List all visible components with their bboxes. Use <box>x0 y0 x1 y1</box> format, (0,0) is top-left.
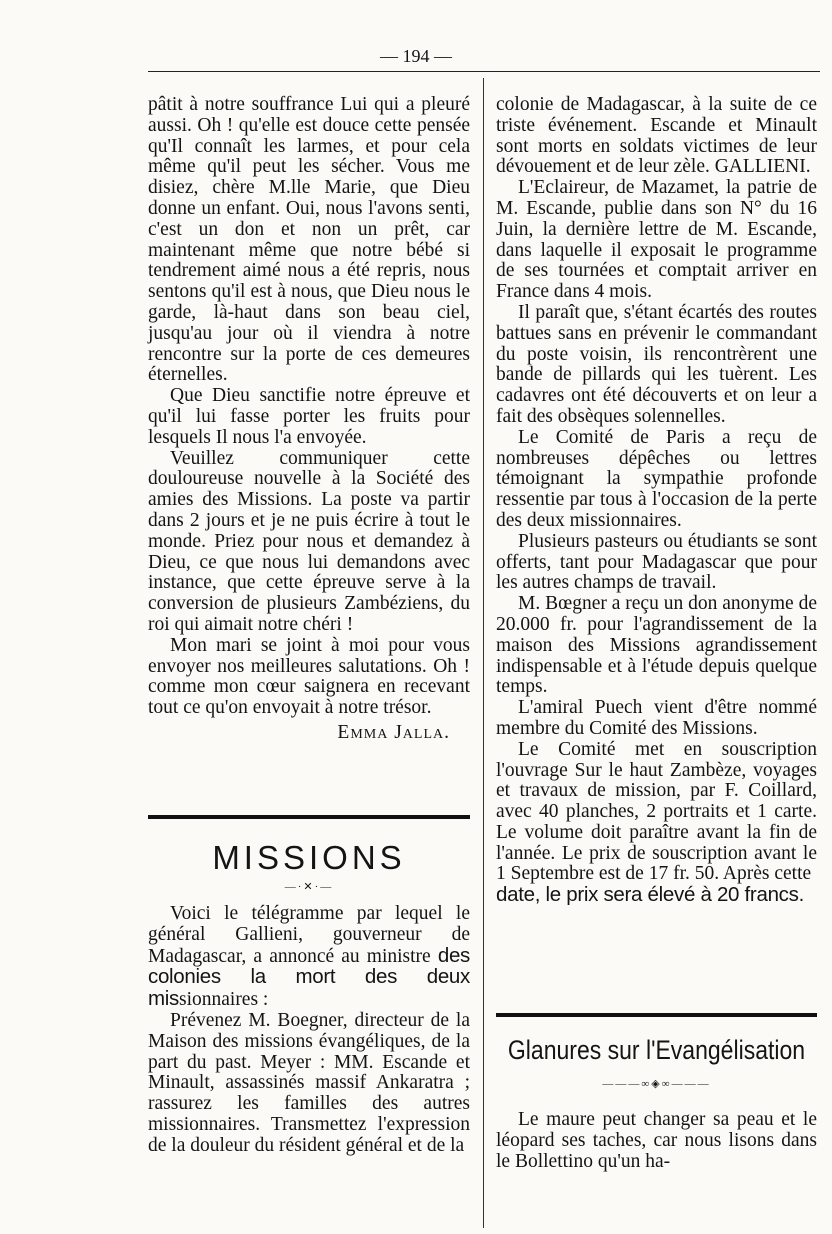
column-divider <box>483 78 484 1228</box>
section-rule <box>496 1013 817 1017</box>
letter-paragraph: Que Dieu sanctifie notre épreuve et qu'il lui fasse porter les fruits pour lesquels Il nous l'a envoyée. <box>148 385 470 448</box>
news-paragraph: colonie de Madagascar, à la suite de ce triste événement. Escande et Minault sont morts en soldats victimes de leur dévouement et de leur zèle. GALLIENI. <box>496 94 817 178</box>
news-paragraph: M. Bœgner a reçu un don anonyme de 20.000 fr. pour l'agrandissement de la maison des Missions agrandissement indispensable et à l'étude depuis quelque temps. <box>496 593 817 698</box>
letter-paragraph: Veuillez communiquer cette douloureuse nouvelle à la Société des amies des Missions. La poste va partir dans 2 jours et je ne puis écrire à tout le monde. Priez pour nous et demandez à Dieu, ce que nous lui demandons avec instance, que cette épreuve serve à la conversion de plusieurs Zambéziens, du roi qui aimait notre chéri ! <box>148 447 470 635</box>
news-paragraph: L'amiral Puech vient d'être nommé membre du Comité des Missions. <box>496 697 817 739</box>
top-rule <box>148 71 820 72</box>
signature: Emma Jalla. <box>337 721 450 743</box>
glanures-text <box>496 1110 817 1172</box>
missions-text <box>148 904 470 1157</box>
news-paragraph: Plusieurs pasteurs ou étudiants se sont offerts, tant pour Madagascar que pour les autres champs de travail. <box>496 530 817 594</box>
section-rule <box>148 815 470 819</box>
right-column <box>496 95 817 906</box>
news-paragraph: Il paraît que, s'étant écartés des routes battues sans en prévenir le commandant du poste voisin, ils rencontrèrent une bande de pillards qui les tuèrent. Les cadavres ont été découverts et on leur a fait des obsèques solennelles. <box>496 301 817 427</box>
title-ornament: —·✕·— <box>284 881 334 893</box>
section-title-missions: MISSIONS <box>212 839 406 876</box>
price-line: date, le prix sera élevé à 20 francs. <box>496 883 804 907</box>
news-paragraph: Le Comité met en souscription l'ouvrage Sur le haut Zambèze, voyages et travaux de mission, par F. Coillard, avec 40 planches, 2 portraits et 1 carte. Le volume doit paraître avant la fin de l'année. Le prix de souscription avant le 1 Septembre est de 17 fr. 50. Après cette <box>496 738 817 885</box>
news-paragraph: Le Comité de Paris a reçu de nombreuses dépêches ou lettres témoignant la sympathie profonde ressentie par tous à l'occasion de la perte des deux missionnaires. <box>496 426 817 531</box>
intro-emphasis: des colonies la mort des deux mis <box>148 943 470 1011</box>
intro-part: Voici le télégramme par lequel le général Gallieni, gouverneur de Madagascar, a annoncé au ministre <box>148 903 470 967</box>
page-number: — 194 — <box>380 46 452 66</box>
telegram-text: Prévenez M. Boegner, directeur de la Maison des missions évangéliques, de la part du past. Meyer : MM. Escande et Minault, assassinés massif Ankaratra ; rassurez les familles des autres missionnaires. Transmettez l'expression de la douleur du résident général et de la <box>148 1009 470 1156</box>
news-paragraph: L'Eclaireur, de Mazamet, la patrie de M. Escande, publie dans son N° du 16 Juin, la dernière lettre de M. Escande, dans laquelle il exposait le programme de ses tournées et comptait arriver en France dans 4 mois. <box>496 177 817 303</box>
title-ornament: ———∞◈∞——— <box>602 1078 711 1090</box>
intro-part: sionnaires : <box>178 989 269 1011</box>
missions-intro <box>148 904 470 1011</box>
letter-paragraph: Mon mari se joint à moi pour vous envoyer nos meilleures salutations. Oh ! comme mon cœur saignera en recevant tout ce qu'on envoyait à notre trésor. <box>148 634 470 719</box>
left-column <box>148 95 470 744</box>
letter-paragraph: pâtit à notre souffrance Lui qui a pleuré aussi. Oh ! qu'elle est douce cette pensée qu'Il connaît les larmes, et pour cela même qu'il peut les sécher. Vous me disiez, chère M.lle Marie, que Dieu donne un enfant. Oui, nous l'avons senti, c'est un don et non un prêt, car maintenant même que notre bébé si tendrement aimé nous a été repris, nous sentons qu'il est à nous, que Dieu nous le garde, là-haut dans son beau ciel, jusqu'au jour où il viendra à notre rencontre sur la porte de ces demeures éternelles. <box>148 94 470 386</box>
glanures-paragraph: Le maure peut changer sa peau et le léopard ses taches, car nous lisons dans le Bollettino qu'un ha- <box>496 1109 817 1172</box>
section-title-glanures: Glanures sur l'Evangélisation <box>507 1034 806 1065</box>
